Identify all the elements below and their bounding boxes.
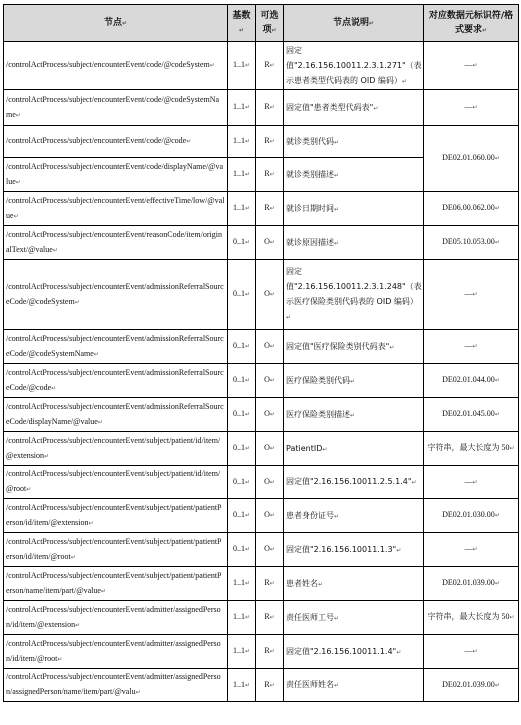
data-element-cell: DE02.01.039.00↵	[424, 567, 519, 601]
data-element-cell: 字符串，最大长度为 50↵	[424, 432, 519, 466]
description-cell: 患者姓名↵	[284, 567, 424, 601]
table-row	[4, 90, 519, 126]
spec-table	[3, 4, 519, 702]
node-path-cell: /controlActProcess/subject/encounterEvent/code/displayName/@value↵	[4, 158, 228, 192]
description-cell: 固定值"2.16.156.10011.1.4"↵	[284, 635, 424, 669]
node-path-cell: /controlActProcess/subject/encounterEvent/effectiveTime/low/@value↵	[4, 192, 228, 226]
node-path-cell: /controlActProcess/subject/encounterEvent/admissionReferralSourceCode/@codeSystem↵	[4, 260, 228, 330]
cardinality-cell: 0..1↵	[228, 533, 256, 567]
table-row	[4, 601, 519, 635]
optionality-cell: R↵	[256, 635, 284, 669]
table-row	[4, 466, 519, 499]
data-element-cell: DE02.01.060.00↵	[424, 126, 519, 192]
node-path-cell: /controlActProcess/subject/encounterEvent/subject/patient/patientPerson/name/item/part/@value↵	[4, 567, 228, 601]
description-cell: 固定值"2.16.156.10011.2.3.1.271"（表示患者类型代码表的 OID 编码）↵	[284, 42, 424, 90]
optionality-cell: R↵	[256, 126, 284, 158]
data-element-cell: DE02.01.044.00↵	[424, 364, 519, 398]
description-cell: 就诊类别描述↵	[284, 158, 424, 192]
header-data-element: 对应数据元标识符/格式要求↵	[424, 5, 519, 42]
optionality-cell: O↵	[256, 466, 284, 499]
data-element-cell: DE02.01.039.00↵	[424, 669, 519, 702]
table-row	[4, 669, 519, 702]
table-row	[4, 192, 519, 226]
cardinality-cell: 0..1↵	[228, 364, 256, 398]
description-cell: 就诊原因描述↵	[284, 226, 424, 260]
optionality-cell: R↵	[256, 567, 284, 601]
node-path-cell: /controlActProcess/subject/encounterEvent/subject/patient/id/item/@extension↵	[4, 432, 228, 466]
optionality-cell: R↵	[256, 669, 284, 702]
data-element-cell: DE02.01.030.00↵	[424, 499, 519, 533]
node-path-cell: /controlActProcess/subject/encounterEvent/code/@codeSystem↵	[4, 42, 228, 90]
table-row	[4, 398, 519, 432]
optionality-cell: R↵	[256, 90, 284, 126]
table-row	[4, 567, 519, 601]
description-cell: 固定值"2.16.156.10011.2.3.1.248"（表示医疗保险类别代码表的 OID 编码）↵	[284, 260, 424, 330]
data-element-cell: —↵	[424, 635, 519, 669]
data-element-cell: —↵	[424, 330, 519, 364]
data-element-cell: 字符串，最大长度为 50↵	[424, 601, 519, 635]
data-element-cell: —↵	[424, 90, 519, 126]
optionality-cell: O↵	[256, 330, 284, 364]
table-row	[4, 533, 519, 567]
header-optionality: 可选项↵	[256, 5, 284, 42]
table-row	[4, 126, 519, 158]
description-cell: PatientID↵	[284, 432, 424, 466]
optionality-cell: O↵	[256, 432, 284, 466]
description-cell: 固定值"2.16.156.10011.2.5.1.4"↵	[284, 466, 424, 499]
node-path-cell: /controlActProcess/subject/encounterEvent/code/@code↵	[4, 126, 228, 158]
cardinality-cell: 1..1↵	[228, 567, 256, 601]
description-cell: 医疗保险类别代码↵	[284, 364, 424, 398]
node-path-cell: /controlActProcess/subject/encounterEvent/admissionReferralSourceCode/@code↵	[4, 364, 228, 398]
cardinality-cell: 1..1↵	[228, 158, 256, 192]
node-path-cell: /controlActProcess/subject/encounterEvent/admissionReferralSourceCode/displayName/@value↵	[4, 398, 228, 432]
optionality-cell: R↵	[256, 158, 284, 192]
data-element-cell: DE05.10.053.00↵	[424, 226, 519, 260]
table-row	[4, 42, 519, 90]
optionality-cell: R↵	[256, 192, 284, 226]
header-description: 节点说明↵	[284, 5, 424, 42]
node-path-cell: /controlActProcess/subject/encounterEvent/reasonCode/item/originalText/@value↵	[4, 226, 228, 260]
cardinality-cell: 0..1↵	[228, 398, 256, 432]
optionality-cell: O↵	[256, 499, 284, 533]
cardinality-cell: 0..1↵	[228, 226, 256, 260]
node-path-cell: /controlActProcess/subject/encounterEvent/subject/patient/patientPerson/id/item/@extension↵	[4, 499, 228, 533]
node-path-cell: /controlActProcess/subject/encounterEvent/code/@codeSystemName↵	[4, 90, 228, 126]
header-cardinality: 基数↵	[228, 5, 256, 42]
description-cell: 就诊类别代码↵	[284, 126, 424, 158]
node-path-cell: /controlActProcess/subject/encounterEvent/admissionReferralSourceCode/@codeSystemName↵	[4, 330, 228, 364]
data-element-cell: DE06.00.062.00↵	[424, 192, 519, 226]
cardinality-cell: 1..1↵	[228, 90, 256, 126]
node-path-cell: /controlActProcess/subject/encounterEvent/admitter/assignedPerson/assignedPerson/name/item/part/@valu↵	[4, 669, 228, 702]
node-path-cell: /controlActProcess/subject/encounterEvent/subject/patient/patientPerson/id/item/@root↵	[4, 533, 228, 567]
cardinality-cell: 1..1↵	[228, 601, 256, 635]
cardinality-cell: 1..1↵	[228, 635, 256, 669]
description-cell: 患者身份证号↵	[284, 499, 424, 533]
data-element-cell: —↵	[424, 260, 519, 330]
optionality-cell: O↵	[256, 226, 284, 260]
cardinality-cell: 0..1↵	[228, 432, 256, 466]
optionality-cell: R↵	[256, 601, 284, 635]
table-row	[4, 364, 519, 398]
cardinality-cell: 1..1↵	[228, 126, 256, 158]
node-path-cell: /controlActProcess/subject/encounterEvent/admitter/assignedPerson/id/item/@root↵	[4, 635, 228, 669]
optionality-cell: O↵	[256, 260, 284, 330]
data-element-cell: DE02.01.045.00↵	[424, 398, 519, 432]
description-cell: 责任医师工号↵	[284, 601, 424, 635]
description-cell: 固定值"医疗保险类别代码表"↵	[284, 330, 424, 364]
header-row	[4, 5, 519, 42]
cardinality-cell: 0..1↵	[228, 499, 256, 533]
node-path-cell: /controlActProcess/subject/encounterEvent/subject/patient/id/item/@root↵	[4, 466, 228, 499]
optionality-cell: O↵	[256, 364, 284, 398]
description-cell: 医疗保险类别描述↵	[284, 398, 424, 432]
cardinality-cell: 1..1↵	[228, 42, 256, 90]
node-path-cell: /controlActProcess/subject/encounterEvent/admitter/assignedPerson/id/item/@extension↵	[4, 601, 228, 635]
description-cell: 责任医师姓名↵	[284, 669, 424, 702]
cardinality-cell: 0..1↵	[228, 466, 256, 499]
table-row	[4, 330, 519, 364]
optionality-cell: R↵	[256, 42, 284, 90]
data-element-cell: —↵	[424, 533, 519, 567]
cardinality-cell: 0..1↵	[228, 330, 256, 364]
description-cell: 固定值"2.16.156.10011.1.3"↵	[284, 533, 424, 567]
data-element-cell: —↵	[424, 466, 519, 499]
optionality-cell: O↵	[256, 398, 284, 432]
table-row	[4, 499, 519, 533]
table-row	[4, 226, 519, 260]
table-row	[4, 260, 519, 330]
description-cell: 就诊日期时间↵	[284, 192, 424, 226]
optionality-cell: O↵	[256, 533, 284, 567]
table-row	[4, 635, 519, 669]
table-row	[4, 432, 519, 466]
header-node: 节点↵	[4, 5, 228, 42]
cardinality-cell: 0..1↵	[228, 260, 256, 330]
cardinality-cell: 1..1↵	[228, 192, 256, 226]
cardinality-cell: 1..1↵	[228, 669, 256, 702]
description-cell: 固定值"患者类型代码表"↵	[284, 90, 424, 126]
data-element-cell: —↵	[424, 42, 519, 90]
